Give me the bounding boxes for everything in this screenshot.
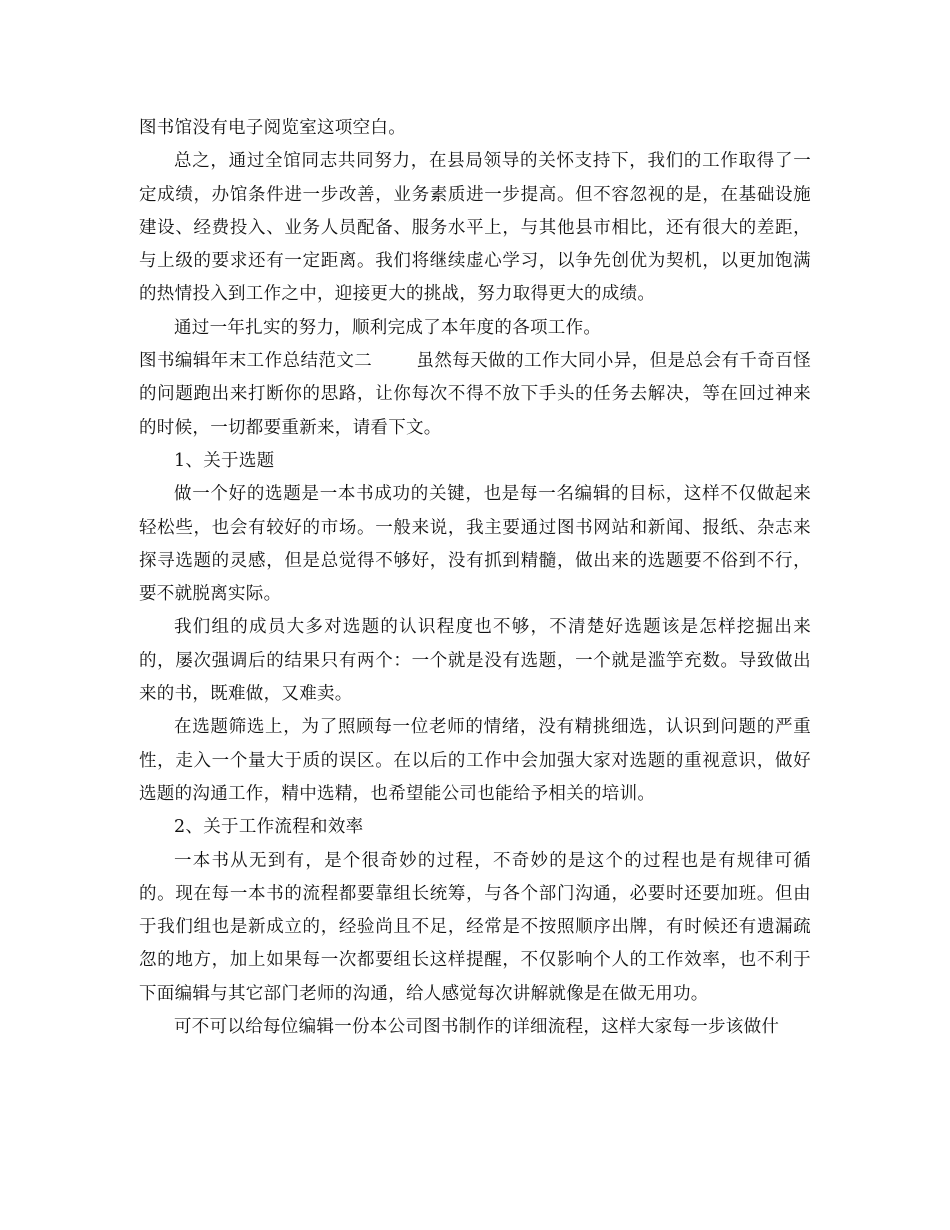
paragraph: 做一个好的选题是一本书成功的关键，也是每一名编辑的目标，这样不仅做起来轻松些，也会有较好的市场。一般来说，我主要通过图书网站和新闻、报纸、杂志来探寻选题的灵感，但是总觉得不够好，没有抓到精髓，做出来的选题要不俗到不行，要不就脱离实际。 xyxy=(139,484,811,605)
section-title: 图书编辑年末工作总结范文二 xyxy=(139,351,373,372)
section-heading: 2、关于工作流程和效率 xyxy=(174,817,364,838)
paragraph: 通过一年扎实的努力，顺利完成了本年度的各项工作。 xyxy=(174,317,602,338)
paragraph: 图书馆没有电子阅览室这项空白。 xyxy=(139,118,406,138)
document-body xyxy=(139,112,811,1044)
paragraph: 一本书从无到有，是个很奇妙的过程，不奇妙的是这个的过程也是有规律可循的。现在每一本书的流程都要靠组长统筹，与各个部门沟通，必要时还要加班。但由于我们组也是新成立的，经验尚且不足，经常是不按照顺序出牌，有时候还有遗漏疏忽的地方，加上如果每一次都要组长这样提醒，不仅影响个人的工作效率，也不利于下面编辑与其它部门老师的沟通，给人感觉每次讲解就像是在做无用功。 xyxy=(139,850,811,1004)
section-heading: 1、关于选题 xyxy=(174,450,275,471)
paragraph-with-title xyxy=(139,345,811,445)
paragraph: 可不可以给每位编辑一份本公司图书制作的详细流程，这样大家每一步该做什 xyxy=(174,1017,780,1038)
paragraph: 我们组的成员大多对选题的认识程度也不够，不清楚好选题该是怎样挖掘出来的，屡次强调后的结果只有两个：一个就是没有选题，一个就是滥竽充数。导致做出来的书，既难做，又难卖。 xyxy=(139,617,811,705)
paragraph-text: 虽然每天做的工作大同小异，但是总会有千奇百怪的问题跑出来打断你的思路，让你每次不得不放下手头的任务去解决，等在回过神来的时候，一切都要重新来，请看下文。 xyxy=(139,351,811,438)
paragraph: 在选题筛选上，为了照顾每一位老师的情绪，没有精挑细选，认识到问题的严重性，走入一个量大于质的误区。在以后的工作中会加强大家对选题的重视意识，做好选题的沟通工作，精中选精，也希望能公司也能给予相关的培训。 xyxy=(139,717,811,804)
paragraph: 总之，通过全馆同志共同努力，在县局领导的关怀支持下，我们的工作取得了一定成绩，办馆条件进一步改善，业务素质进一步提高。但不容忽视的是，在基础设施建设、经费投入、业务人员配备、服务水平上，与其他县市相比，还有很大的差距，与上级的要求还有一定距离。我们将继续虚心学习，以争先创优为契机，以更加饱满的热情投入到工作之中，迎接更大的挑战，努力取得更大的成绩。 xyxy=(139,151,811,305)
